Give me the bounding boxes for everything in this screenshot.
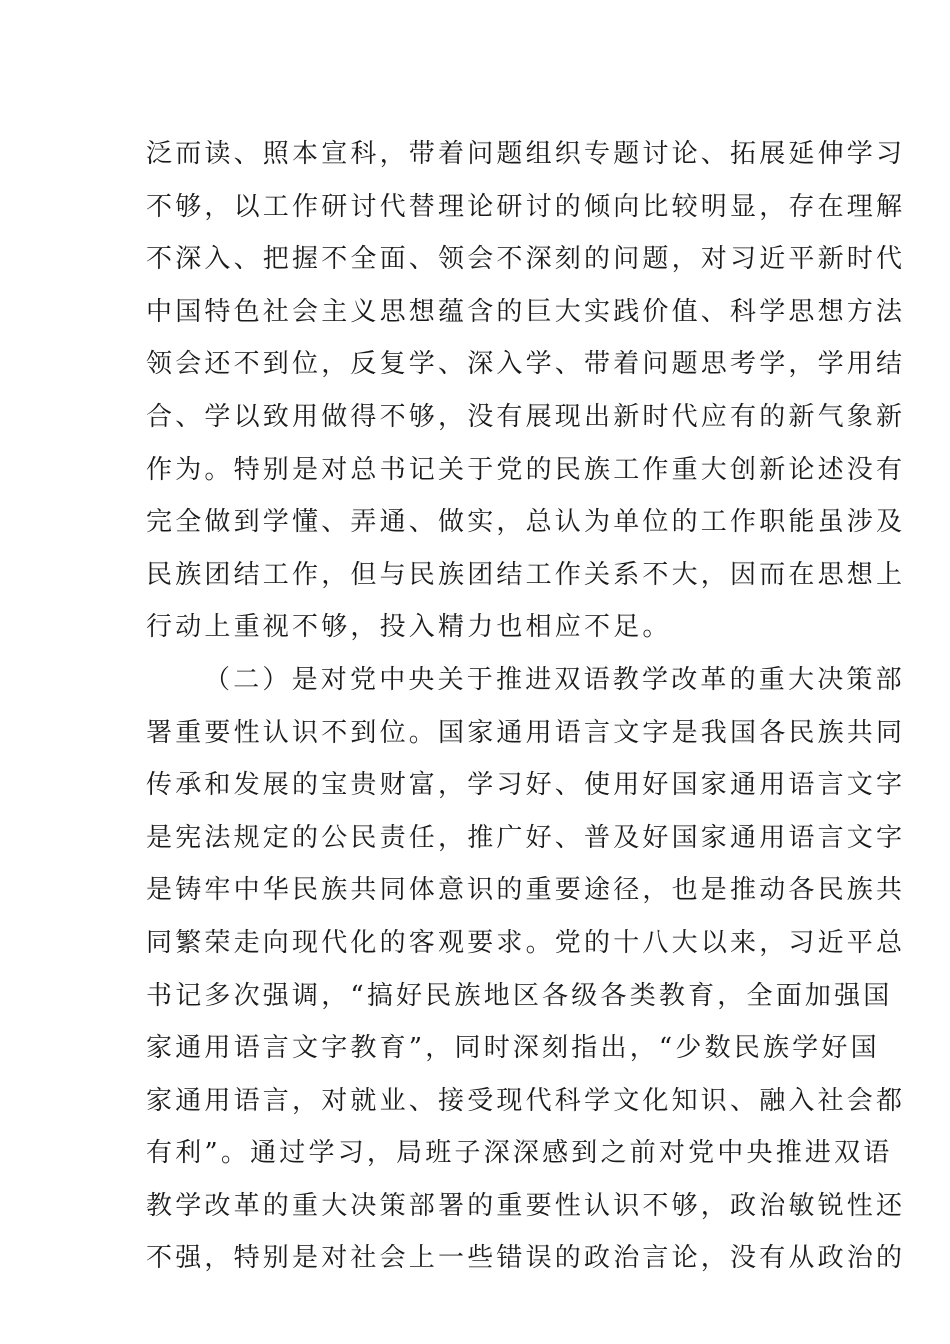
paragraph-two [146,654,906,1285]
text-line: 不强，特别是对社会上一些错误的政治言论，没有从政治的 [146,1243,906,1274]
text-line: 家通用语言文字教育”，同时深刻指出，“少数民族学好国 [146,1033,880,1064]
text-line: （二）是对党中央关于推进双语教学改革的重大决策部 [204,664,905,695]
text-line: 不够，以工作研讨代替理论研讨的倾向比较明显，存在理解 [146,191,906,222]
text-line: 领会还不到位，反复学、深入学、带着问题思考学，学用结 [146,349,906,380]
text-line: 不深入、把握不全面、领会不深刻的问题，对习近平新时代 [146,244,906,275]
paragraph-continued [146,128,906,654]
text-line: 中国特色社会主义思想蕴含的巨大实践价值、科学思想方法 [146,296,906,327]
text-line: 民族团结工作，但与民族团结工作关系不大，因而在思想上 [146,559,906,590]
text-line: 完全做到学懂、弄通、做实，总认为单位的工作职能虽涉及 [146,507,906,538]
text-line: 是铸牢中华民族共同体意识的重要途径，也是推动各民族共 [146,875,906,906]
text-line: 有利”。通过学习，局班子深深感到之前对党中央推进双语 [146,1138,893,1169]
text-line: 行动上重视不够，投入精力也相应不足。 [146,612,672,643]
text-line: 署重要性认识不到位。国家通用语言文字是我国各民族共同 [146,717,906,748]
document-body [146,128,906,1285]
text-line: 传承和发展的宝贵财富，学习好、使用好国家通用语言文字 [146,770,906,801]
text-line: 泛而读、照本宣科，带着问题组织专题讨论、拓展延伸学习 [146,139,906,169]
text-line: 是宪法规定的公民责任，推广好、普及好国家通用语言文字 [146,822,906,853]
text-line: 作为。特别是对总书记关于党的民族工作重大创新论述没有 [146,454,906,485]
text-line: 家通用语言，对就业、接受现代科学文化知识、融入社会都 [146,1085,906,1116]
text-line: 教学改革的重大决策部署的重要性认识不够，政治敏锐性还 [146,1190,906,1221]
text-line: 书记多次强调，“搞好民族地区各级各类教育，全面加强国 [146,980,893,1011]
text-line: 合、学以致用做得不够，没有展现出新时代应有的新气象新 [146,401,906,432]
text-line: 同繁荣走向现代化的客观要求。党的十八大以来，习近平总 [146,927,906,958]
